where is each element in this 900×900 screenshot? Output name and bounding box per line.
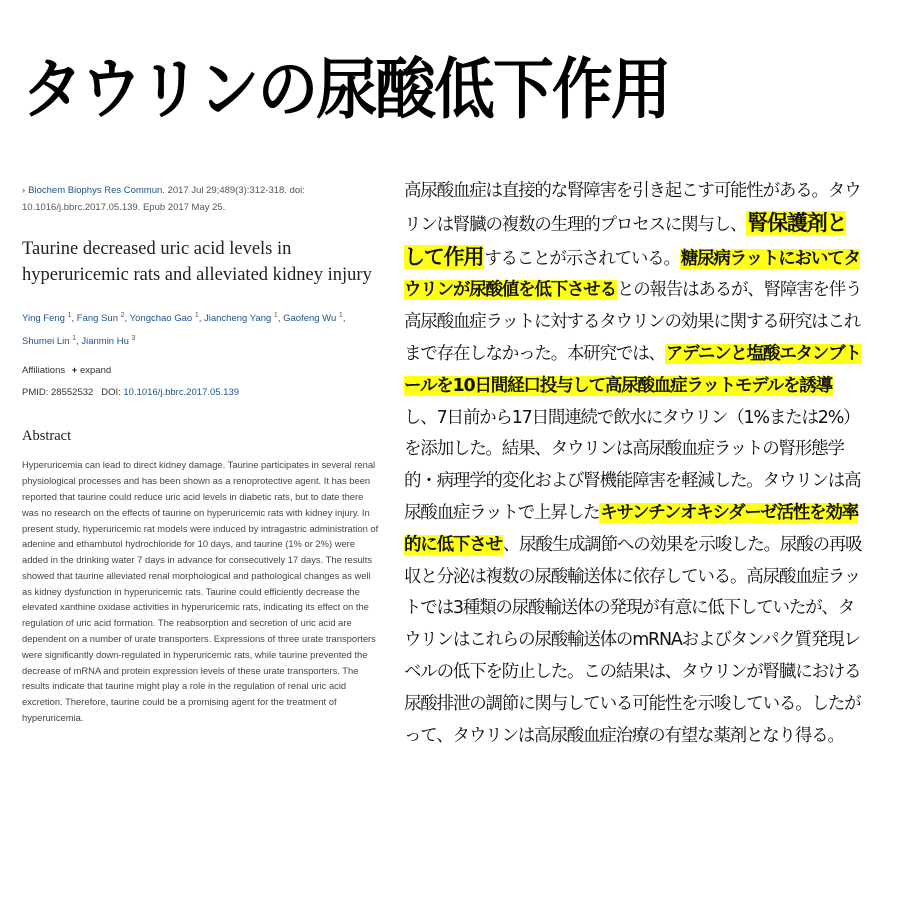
summary-text: との報告はあるが、腎障害を伴う高尿酸血症ラットに対するタウリンの効果に関する研究はこれまで存在しなかった。本研究では、 xyxy=(404,280,862,364)
abstract-heading: Abstract xyxy=(22,428,72,445)
page-title: タウリンの尿酸低下作用 xyxy=(22,51,670,128)
summary-text: 、尿酸生成調節への効果を示唆した。尿酸の再吸収と分泌は複数の尿酸輸送体に依存している。高尿酸血症ラットでは3種類の尿酸輸送体の発現が有意に低下していたが、タウリンはこれらの尿酸輸送体のmRNAおよびタンパク質発現レベルの低下を防止した。この結果は、タウリンが腎臓における尿酸排泄の調節に関与している可能性を示唆している。したがって、タウリンは高尿酸血症治療の有望な薬剤となり得る。 xyxy=(404,534,862,746)
summary-text: することが示されている。 xyxy=(484,248,680,269)
citation-details: 2017 Jul 29;489(3):312-318. doi: 10.1016/j.bbrc.2017.05.139. Epub 2017 May 25. xyxy=(22,185,305,213)
author-link[interactable]: Shumei Lin xyxy=(22,336,70,348)
highlighted-phrase: 腎保護剤として作用 xyxy=(404,210,847,269)
chevron-right-icon: › xyxy=(22,185,26,196)
affiliations-row xyxy=(22,364,382,378)
highlighted-phrase: 糖尿病ラットにおいてタウリンが尿酸値を低下させる xyxy=(404,248,860,301)
affiliations-label: Affiliations xyxy=(22,365,66,377)
author-link[interactable]: Jianmin Hu xyxy=(81,336,129,348)
japanese-summary xyxy=(404,176,862,752)
plus-icon[interactable]: + xyxy=(71,365,78,377)
author-affiliation-number: 2 xyxy=(120,312,125,319)
identifiers-row xyxy=(22,386,382,400)
author-affiliation-number: 1 xyxy=(72,335,77,343)
doi-link[interactable]: 10.1016/j.bbrc.2017.05.139 xyxy=(123,387,240,399)
summary-text: 高尿酸血症は直接的な腎障害を引き起こす可能性がある。タウリンは腎臓の複数の生理的プロセスに関与し、 xyxy=(404,181,861,235)
expand-toggle[interactable]: expand xyxy=(79,365,112,377)
journal-link[interactable]: Biochem Biophys Res Commun. xyxy=(28,185,165,196)
abstract-screenshot xyxy=(22,182,382,782)
author-link[interactable]: Yongchao Gao xyxy=(129,313,193,325)
author-affiliation-number: 1 xyxy=(194,312,199,319)
author-link[interactable]: Fang Sun xyxy=(76,313,118,325)
doi-label: DOI: xyxy=(101,387,124,399)
author-link[interactable]: Gaofeng Wu xyxy=(283,313,337,325)
author-affiliation-number: 3 xyxy=(131,335,136,343)
abstract-text: Hyperuricemia can lead to direct kidney damage. Taurine participates in several renal physiological processes and has been shown as a renoprotective agent. It has been reported that taurine could reduce uric acid levels in diabetic rats, but to date there was no research on the effects of taurine on hyperuricemic rats with kidney injury. In present study, hyperuricemic rat models were induced by intragastric administration of adenine and ethambutol hydrochloride for 10 days, and taurine (1% or 2%) were added in the drinking water 7 days in advance for consecutively 17 days. The results showed that taurine alleviated renal morphological and pathological changes as well as kidney dysfunction in hyperuricemic rats. Taurine could efficiently decrease the elevated xanthine oxidase activities in hyperuricemic rats, indicating its effect on the regulation of uric acid formation. The reabsorption and secretion of uric acid are dependent on a number of urate transporters. Expressions of three urate transporters were significantly down-regulated in hyperuricemic rats, while taurine prevented the decrease of mRNA and protein expression levels of these urate transporters. The results indicate that taurine might play a role in the regulation of renal uric acid excretion. Therefore, taurine could be a promising agent for the treatment of hyperuricemia. xyxy=(22,459,379,724)
highlighted-phrase: キサンチンオキシダーゼ活性を効率的に低下させ xyxy=(404,502,859,555)
citation xyxy=(22,182,372,216)
author-affiliation-number: 1 xyxy=(338,312,343,319)
pmid: PMID: 28552532 xyxy=(22,387,94,399)
author-list: Ying Feng $^1$, Fang Sun $^2$, Yongchao Gao $^1$, Jiancheng Yang $^1$, Gaofeng Wu $^1$, Shumei Lin $^1$, Jianmin Hu $^3$ xyxy=(22,312,346,348)
summary-text: し、7日前から17日間連続で飲水にタウリン（1%または2%）を添加した。結果、タウリンは高尿酸血症ラットの腎形態学的・病理学的変化および腎機能障害を軽減した。タウリンは高尿酸血症ラットで上昇した xyxy=(404,407,861,523)
author-link[interactable]: Ying Feng xyxy=(22,313,65,325)
highlighted-phrase: アデニンと塩酸エタンブトールを10日間経口投与して高尿酸血症ラットモデルを誘導 xyxy=(404,343,861,396)
author-affiliation-number: 1 xyxy=(67,312,72,319)
author-link[interactable]: Jiancheng Yang xyxy=(204,313,272,325)
article-title: Taurine decreased uric acid levels in hyperuricemic rats and alleviated kidney injury xyxy=(22,239,372,285)
author-affiliation-number: 1 xyxy=(273,312,278,319)
